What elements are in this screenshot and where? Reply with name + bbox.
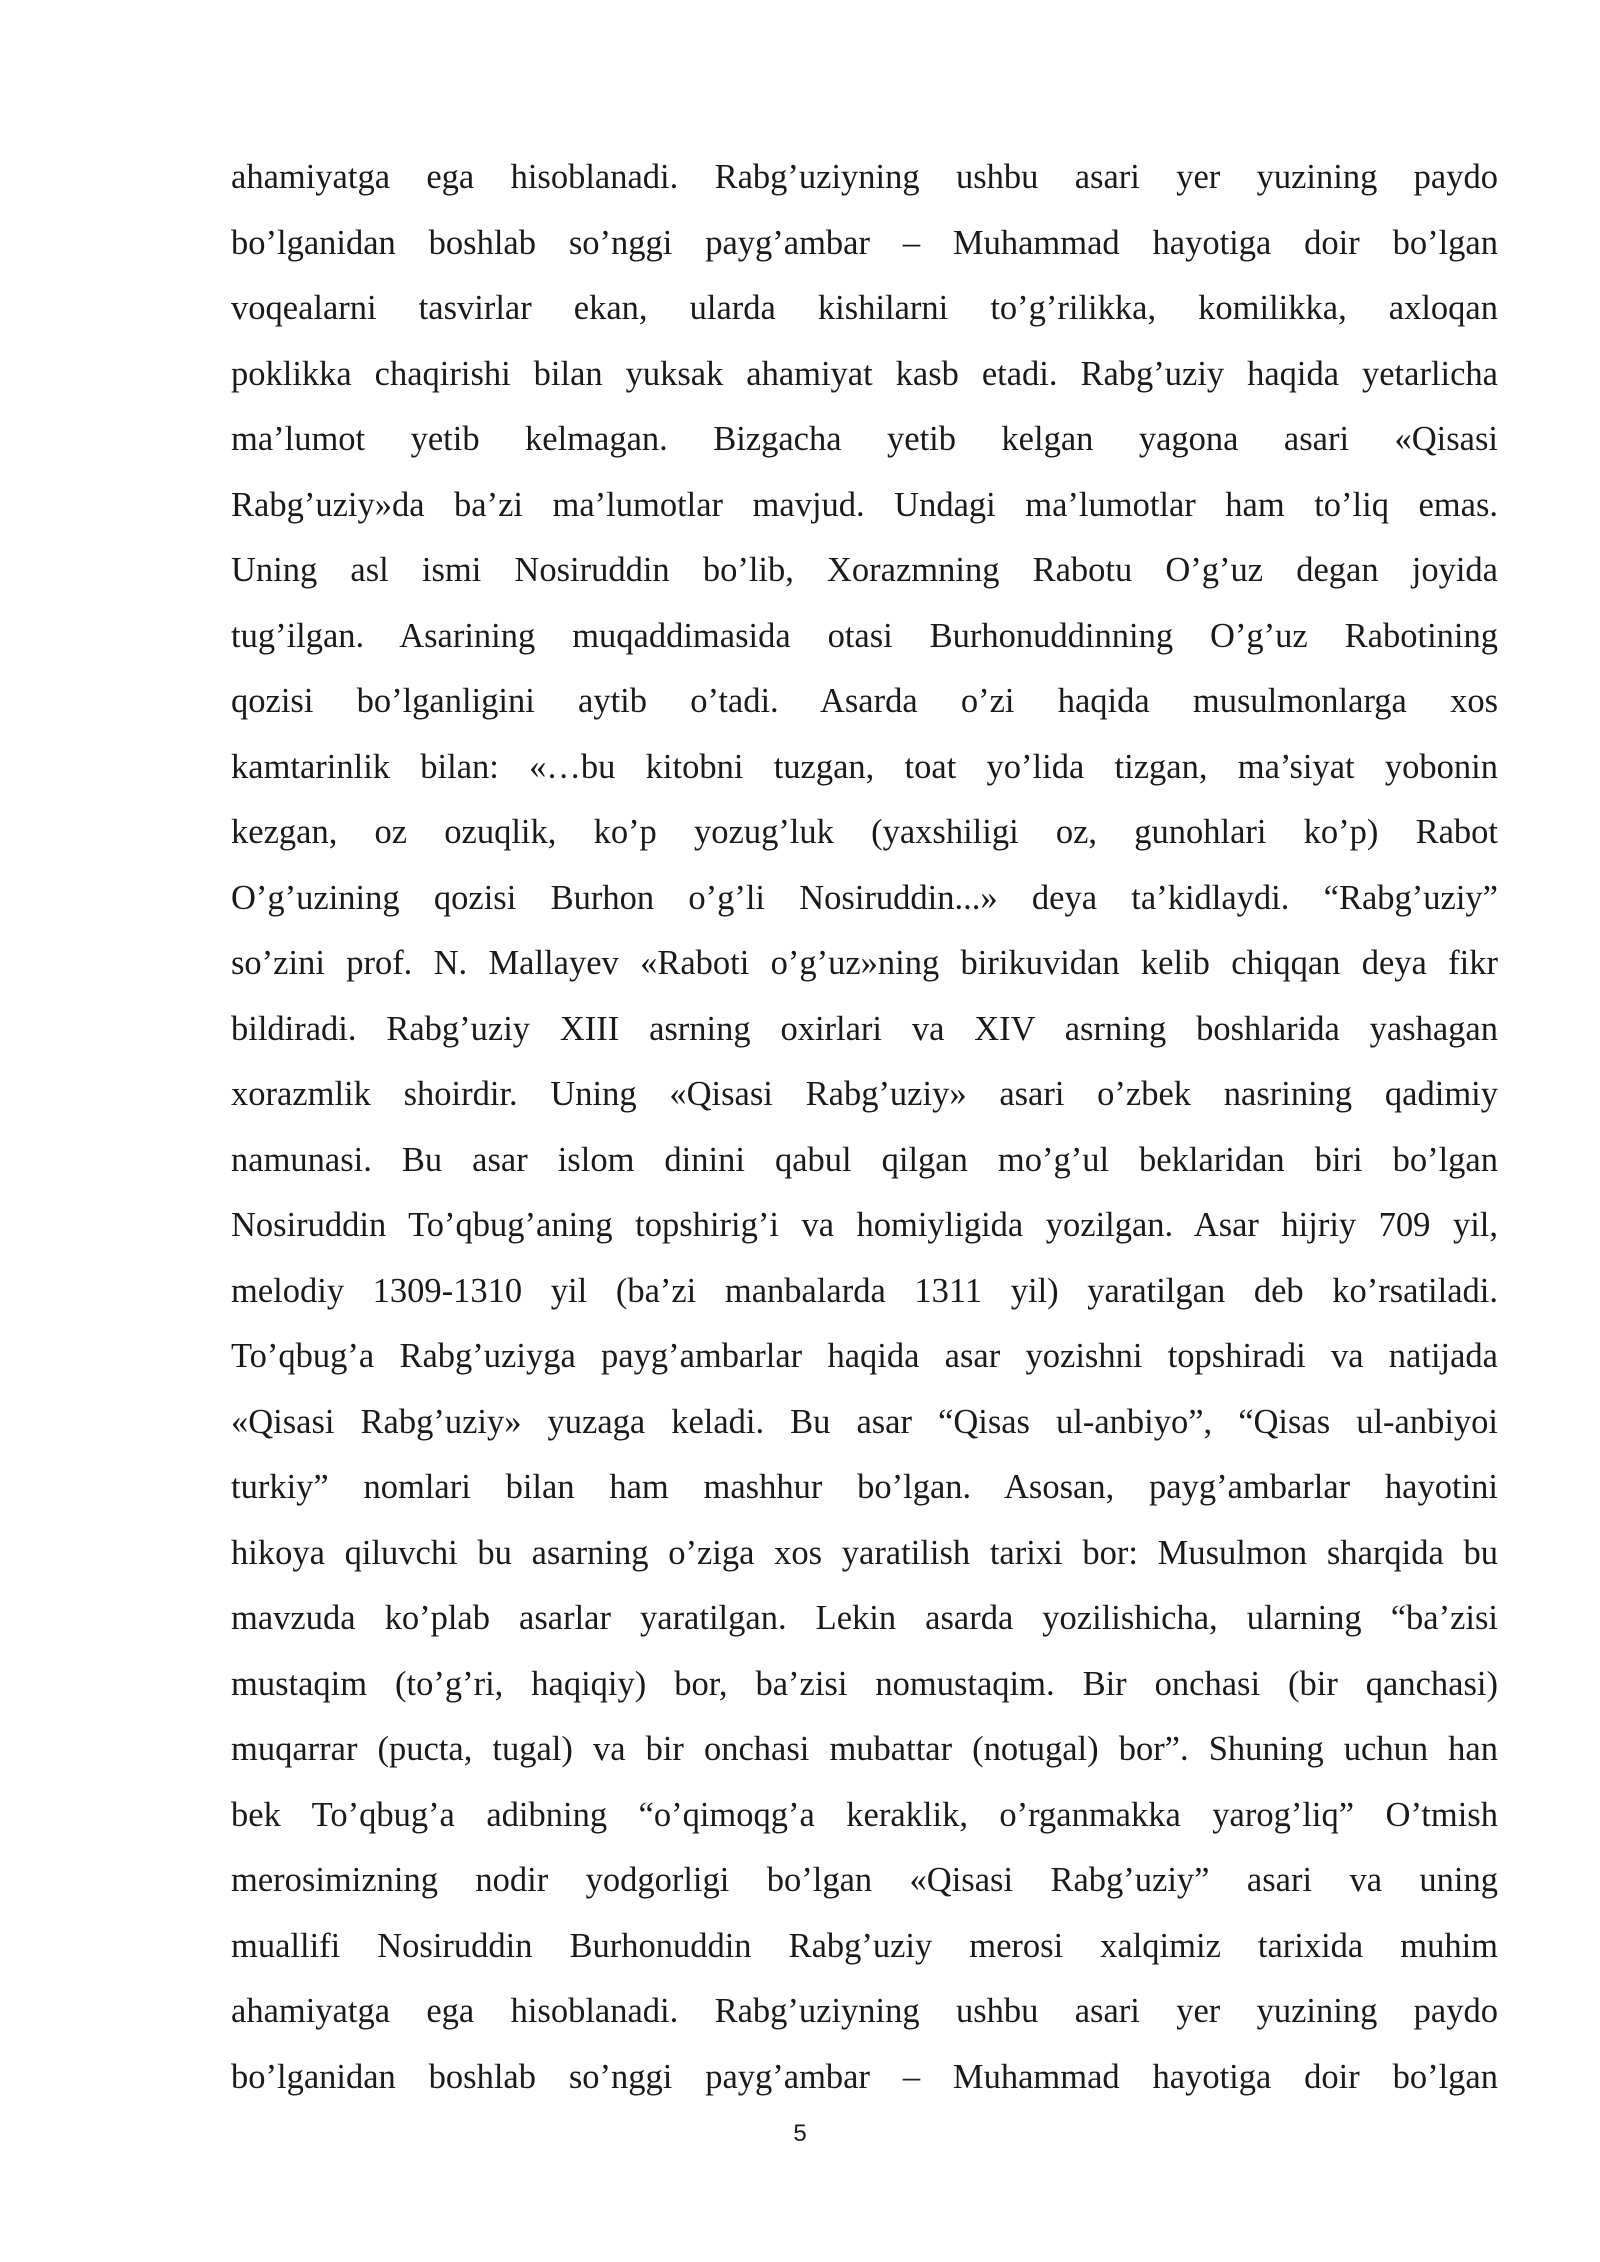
text-line: O’g’uzining qozisi Burhon o’g’li Nosiruddin...» deya ta’kidlaydi. “Rabg’uziy” bbox=[231, 878, 1498, 917]
text-line: qozisi bo’lganligini aytib o’tadi. Asarda o’zi haqida musulmonlarga xos bbox=[231, 682, 1498, 720]
text-line: xorazmlik shoirdir. Uning «Qisasi Rabg’uziy» asari o’zbek nasrining qadimiy bbox=[231, 1075, 1498, 1113]
text-line: «Qisasi Rabg’uziy» yuzaga keladi. Bu asar “Qisas ul-anbiyo”, “Qisas ul-anbiyoi bbox=[231, 1402, 1498, 1441]
text-line: bo’lganidan boshlab so’nggi payg’ambar – Muhammad hayotiga doir bo’lgan bbox=[231, 2057, 1498, 2096]
text-line: ahamiyatga ega hisoblanadi. Rabg’uziyning ushbu asari yer yuzining paydo bbox=[231, 1992, 1498, 2030]
text-line: Rabg’uziy»da ba’zi ma’lumotlar mavjud. Undagi ma’lumotlar ham to’liq emas. bbox=[231, 485, 1498, 524]
text-line: melodiy 1309-1310 yil (ba’zi manbalarda 1311 yil) yaratilgan deb ko’rsatiladi. bbox=[231, 1271, 1498, 1310]
text-line: kezgan, oz ozuqlik, ko’p yozug’luk (yaxshiligi oz, gunohlari ko’p) Rabot bbox=[231, 813, 1498, 851]
text-line: mavzuda ko’plab asarlar yaratilgan. Lekin asarda yozilishicha, ularning “ba’zisi bbox=[231, 1599, 1498, 1637]
text-line: voqealarni tasvirlar ekan, ularda kishilarni to’g’rilikka, komilikka, axloqan bbox=[231, 289, 1498, 327]
text-line: bildiradi. Rabg’uziy XIII asrning oxirlari va XIV asrning boshlarida yashagan bbox=[231, 1009, 1498, 1048]
text-line: turkiy” nomlari bilan ham mashhur bo’lgan. Asosan, payg’ambarlar hayotini bbox=[231, 1468, 1498, 1506]
text-line: kamtarinlik bilan: «…bu kitobni tuzgan, toat yo’lida tizgan, ma’siyat yobonin bbox=[231, 747, 1498, 786]
text-line: ahamiyatga ega hisoblanadi. Rabg’uziyning ushbu asari yer yuzining paydo bbox=[231, 158, 1498, 196]
text-line: so’zini prof. N. Mallayev «Raboti o’g’uz»ning birikuvidan kelib chiqqan deya fikr bbox=[231, 944, 1498, 982]
text-line: bo’lganidan boshlab so’nggi payg’ambar – Muhammad hayotiga doir bo’lgan bbox=[231, 223, 1498, 262]
text-line: namunasi. Bu asar islom dinini qabul qilgan mo’g’ul beklaridan biri bo’lgan bbox=[231, 1140, 1498, 1179]
text-line: hikoya qiluvchi bu asarning o’ziga xos yaratilish tarixi bor: Musulmon sharqida bu bbox=[231, 1533, 1498, 1572]
text-line: ma’lumot yetib kelmagan. Bizgacha yetib kelgan yagona asari «Qisasi bbox=[231, 420, 1498, 458]
text-line: merosimizning nodir yodgorligi bo’lgan «Qisasi Rabg’uziy” asari va uning bbox=[231, 1861, 1498, 1899]
text-line: tug’ilgan. Asarining muqaddimasida otasi Burhonuddinning O’g’uz Rabotining bbox=[231, 616, 1498, 655]
text-line: poklikka chaqirishi bilan yuksak ahamiyat kasb etadi. Rabg’uziy haqida yetarlicha bbox=[231, 354, 1498, 393]
text-line: Nosiruddin To’qbug’aning topshirig’i va homiyligida yozilgan. Asar hijriy 709 yil, bbox=[231, 1206, 1498, 1244]
text-line: To’qbug’a Rabg’uziyga payg’ambarlar haqida asar yozishni topshiradi va natijada bbox=[231, 1337, 1498, 1375]
text-line: bek To’qbug’a adibning “o’qimoqg’a keraklik, o’rganmakka yarog’liq” O’tmish bbox=[231, 1795, 1498, 1834]
text-line: muqarrar (pucta, tugal) va bir onchasi mubattar (notugal) bor”. Shuning uchun han bbox=[231, 1730, 1498, 1768]
text-line: Uning asl ismi Nosiruddin bo’lib, Xorazmning Rabotu O’g’uz degan joyida bbox=[231, 551, 1498, 589]
text-line: mustaqim (to’g’ri, haqiqiy) bor, ba’zisi nomustaqim. Bir onchasi (bir qanchasi) bbox=[231, 1664, 1498, 1703]
page-number: 5 bbox=[793, 2120, 807, 2147]
body-paragraph bbox=[231, 145, 1498, 2110]
text-line: muallifi Nosiruddin Burhonuddin Rabg’uziy merosi xalqimiz tarixida muhim bbox=[231, 1926, 1498, 1965]
